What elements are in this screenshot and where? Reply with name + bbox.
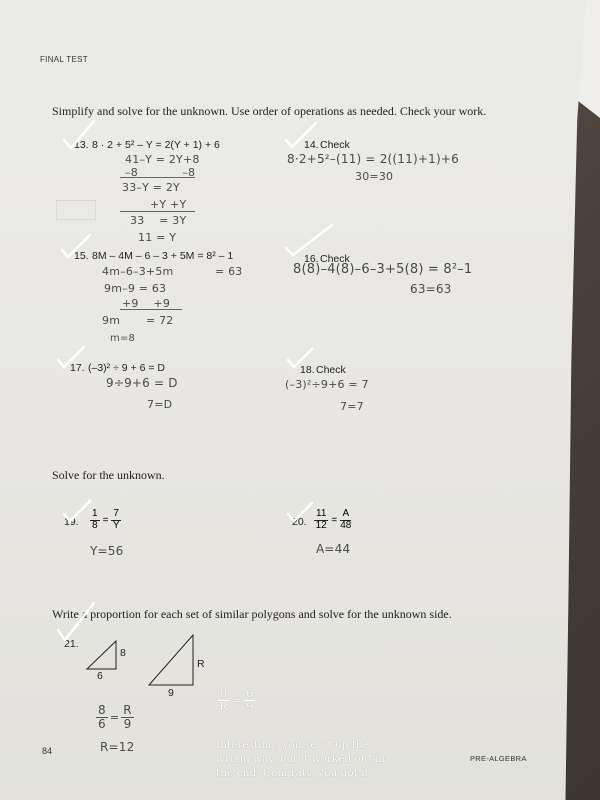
problem-19-fraction-left: $\frac{1}{8}$ [92, 508, 98, 531]
problem-20-number: 20. [292, 516, 307, 528]
problem-13-work-line: 41–Y = 2Y+8 [125, 153, 200, 166]
problem-15-work-line: = 63 [215, 265, 243, 278]
problem-18-number: 18. [300, 364, 315, 376]
work-underline [120, 309, 182, 310]
problem-14-label: Check [320, 139, 350, 151]
problem-13-work-line: 33–Y = 2Y [122, 181, 180, 194]
problem-14-work-line: 30=30 [355, 170, 394, 183]
small-triangle [86, 640, 118, 670]
course-name: PRE-ALGEBRA [470, 754, 527, 763]
problem-21-work-fraction-right: $\frac{R}{9}$ [123, 703, 132, 731]
problem-19-answer: Y=56 [90, 544, 124, 558]
teacher-fraction-left: $\frac{8}{R}$ [219, 687, 228, 713]
work-underline [120, 177, 195, 178]
problem-21-number: 21. [64, 638, 79, 650]
problem-17-expression: (–3)² ÷ 9 + 6 = D [88, 362, 165, 374]
large-triangle-height-label: R [197, 658, 205, 670]
teacher-proportion [218, 688, 255, 712]
checkmark-icon [62, 118, 96, 152]
problem-17-number: 17. [70, 362, 85, 374]
problem-19-fraction-right: $\frac{7}{Y}$ [112, 508, 120, 531]
page-number: 84 [42, 746, 53, 756]
problem-14-work-line: 8·2+5²–(11) = 2((11)+1)+6 [287, 152, 459, 166]
problem-18-work-line: 7=7 [340, 400, 364, 413]
checkmark-icon [284, 222, 334, 258]
problem-15-expression: 8M – 4M – 6 – 3 + 5M = 8² – 1 [92, 250, 234, 262]
large-triangle [148, 634, 194, 686]
checkmark-icon [284, 120, 318, 150]
teacher-comment-line: the end. Congrats, you got it! [216, 767, 374, 779]
problem-16-label: Check [320, 253, 350, 265]
problem-14-number: 14. [304, 139, 319, 151]
equals-sign: = [102, 514, 109, 526]
problem-21-work-proportion [96, 704, 134, 730]
instructions-proportion: Write a proportion for each set of similar polygons and solve for the unknown side. [52, 607, 452, 621]
instructions-solve: Solve for the unknown. [52, 468, 165, 482]
small-triangle-height-label: 8 [120, 647, 126, 659]
problem-15-work-line: 9m [102, 314, 121, 327]
work-underline [120, 211, 195, 212]
problem-13-expression: 8 · 2 + 5² – Y = 2(Y + 1) + 6 [92, 139, 220, 151]
small-triangle-base-label: 6 [97, 670, 103, 682]
checkmark-icon [56, 600, 96, 644]
problem-20-fraction-left: $\frac{11}{12}$ [315, 508, 327, 531]
problem-15-work-line: 9m–9 = 63 [104, 282, 167, 295]
checkmark-icon [60, 232, 92, 260]
equals-sign: = [109, 710, 120, 724]
problem-18-work-line: (–3)²÷9+6 = 7 [285, 378, 369, 391]
large-triangle-base-label: 9 [168, 687, 174, 699]
teacher-comment-line: wrong way, but it worked out in [216, 753, 386, 765]
problem-13-work-line: +Y +Y [150, 198, 187, 211]
teacher-fraction-right: $\frac{6}{9}$ [246, 687, 254, 713]
problem-16-number: 16. [304, 253, 319, 265]
problem-20-fraction-right: $\frac{A}{48}$ [340, 508, 352, 531]
problem-15-work-line: +9 +9 [122, 297, 171, 310]
problem-19-number: 19. [64, 516, 79, 528]
teacher-comment-line: Interesting! you set it up the [216, 739, 370, 751]
instructions-simplify: Simplify and solve for the unknown. Use order of operations as needed. Check your work. [52, 104, 487, 118]
problem-13-work-line: –8 –8 [125, 166, 196, 179]
problem-18-label: Check [316, 364, 346, 376]
teacher-comment [216, 738, 385, 780]
problem-20-proportion [314, 509, 351, 531]
checkmark-icon [286, 500, 314, 524]
problem-21-answer: R=12 [100, 740, 135, 754]
problem-15-work-line: m=8 [110, 333, 136, 344]
problem-15-work-line: 4m–6–3+5m [102, 265, 174, 278]
problem-13-work-line: 11 = Y [138, 231, 177, 244]
page-header-label: FINAL TEST [40, 55, 88, 64]
checkmark-icon [286, 346, 314, 370]
problem-16-work-line: 63=63 [410, 282, 452, 296]
checkmark-icon [62, 498, 92, 524]
problem-19-proportion [90, 509, 121, 531]
problem-13-work-line: 33 = 3Y [130, 214, 187, 227]
problem-20-answer: A=44 [316, 542, 351, 556]
problem-16-work-line: 8(8)–4(8)–6–3+5(8) = 8²–1 [293, 262, 473, 277]
teacher-equals-sign: = [232, 693, 242, 707]
equals-sign: = [331, 514, 338, 526]
problem-15-work-line: = 72 [146, 314, 174, 327]
problem-13-number: 13. [74, 139, 89, 151]
problem-21-work-fraction-left: $\frac{8}{6}$ [98, 703, 106, 731]
problem-15-number: 15. [74, 250, 89, 262]
problem-17-work-line: 9÷9+6 = D [106, 376, 178, 390]
checkmark-icon [56, 344, 86, 370]
problem-17-work-line: 7=D [147, 398, 173, 411]
erased-scribble [56, 200, 96, 220]
